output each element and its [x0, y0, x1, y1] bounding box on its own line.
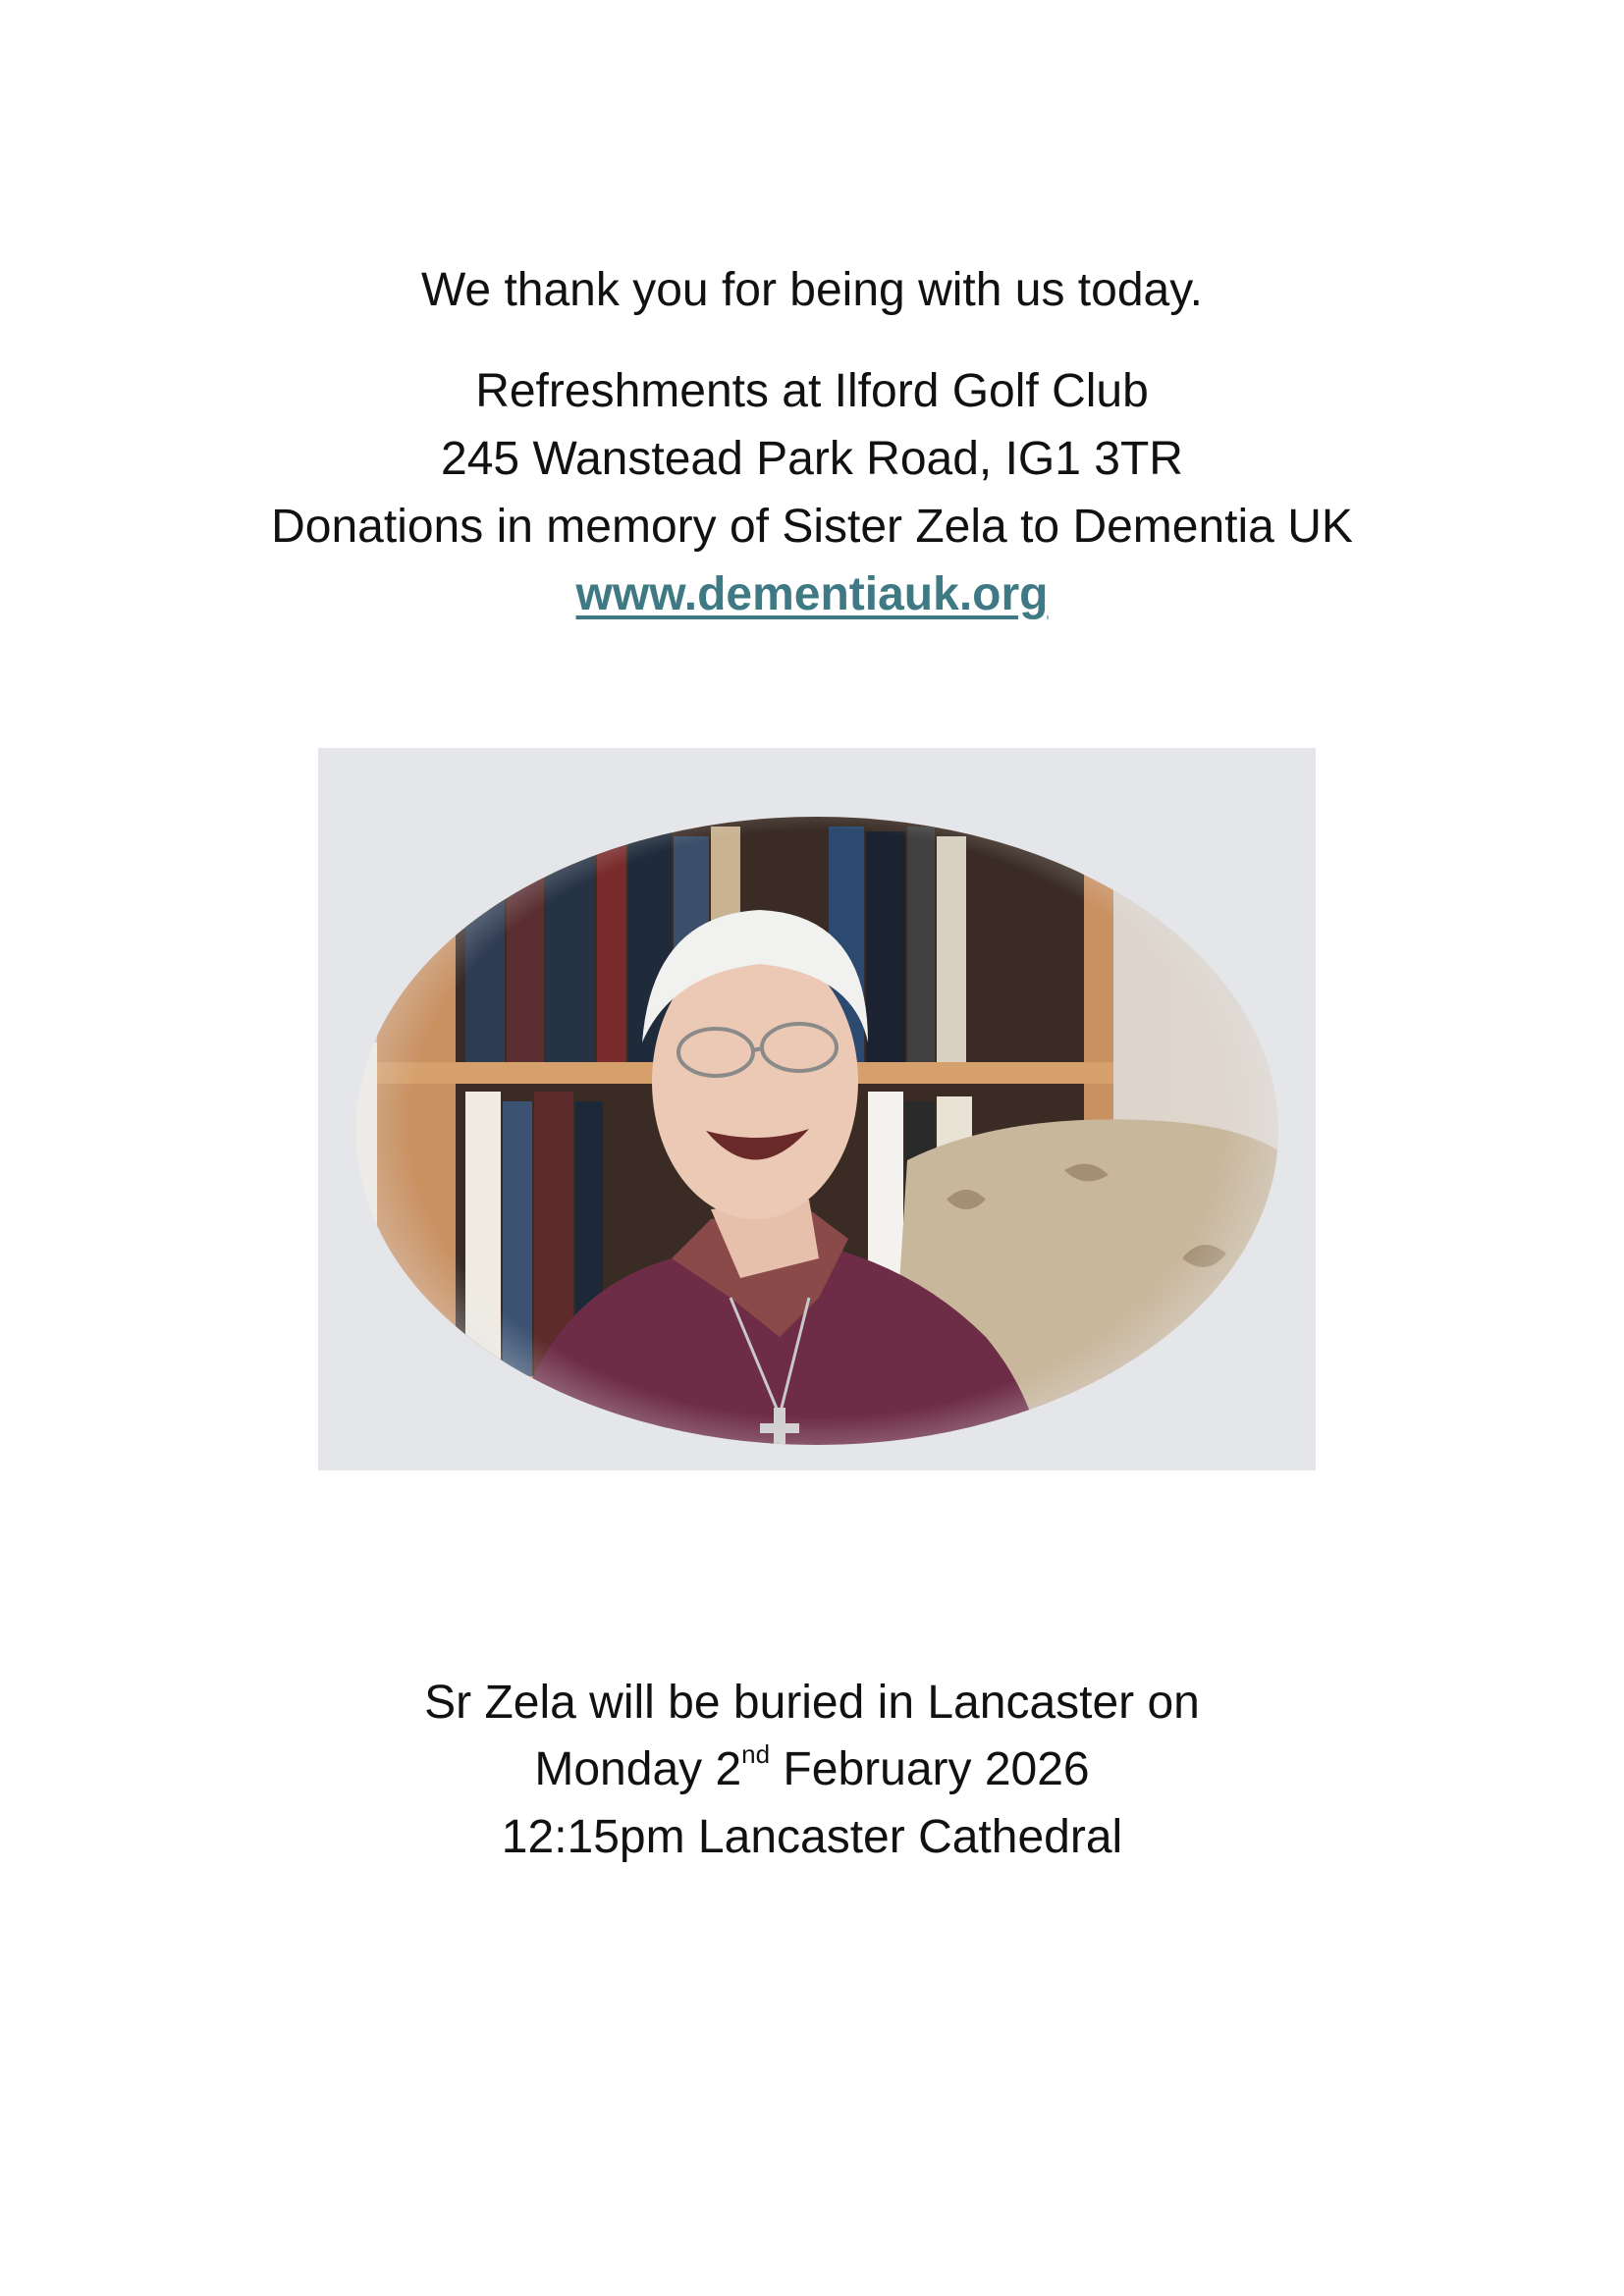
- burial-date-prefix: Monday 2: [534, 1743, 742, 1795]
- portrait-photo: [318, 748, 1316, 1470]
- burial-date-ordinal: nd: [741, 1739, 771, 1769]
- burial-date-line: [0, 1740, 1624, 1799]
- burial-location-line: Sr Zela will be buried in Lancaster on: [424, 1677, 1200, 1729]
- refreshments-venue: Refreshments at Ilford Golf Club: [475, 365, 1149, 417]
- thanks-line: We thank you for being with us today.: [420, 264, 1203, 316]
- burial-time-line: 12:15pm Lancaster Cathedral: [501, 1811, 1123, 1863]
- website-link[interactable]: www.dementiauk.org: [575, 568, 1049, 620]
- burial-date-rest: February 2026: [770, 1743, 1090, 1795]
- refreshments-address: 245 Wanstead Park Road, IG1 3TR: [441, 433, 1183, 485]
- donations-line: Donations in memory of Sister Zela to Dementia UK: [271, 501, 1353, 553]
